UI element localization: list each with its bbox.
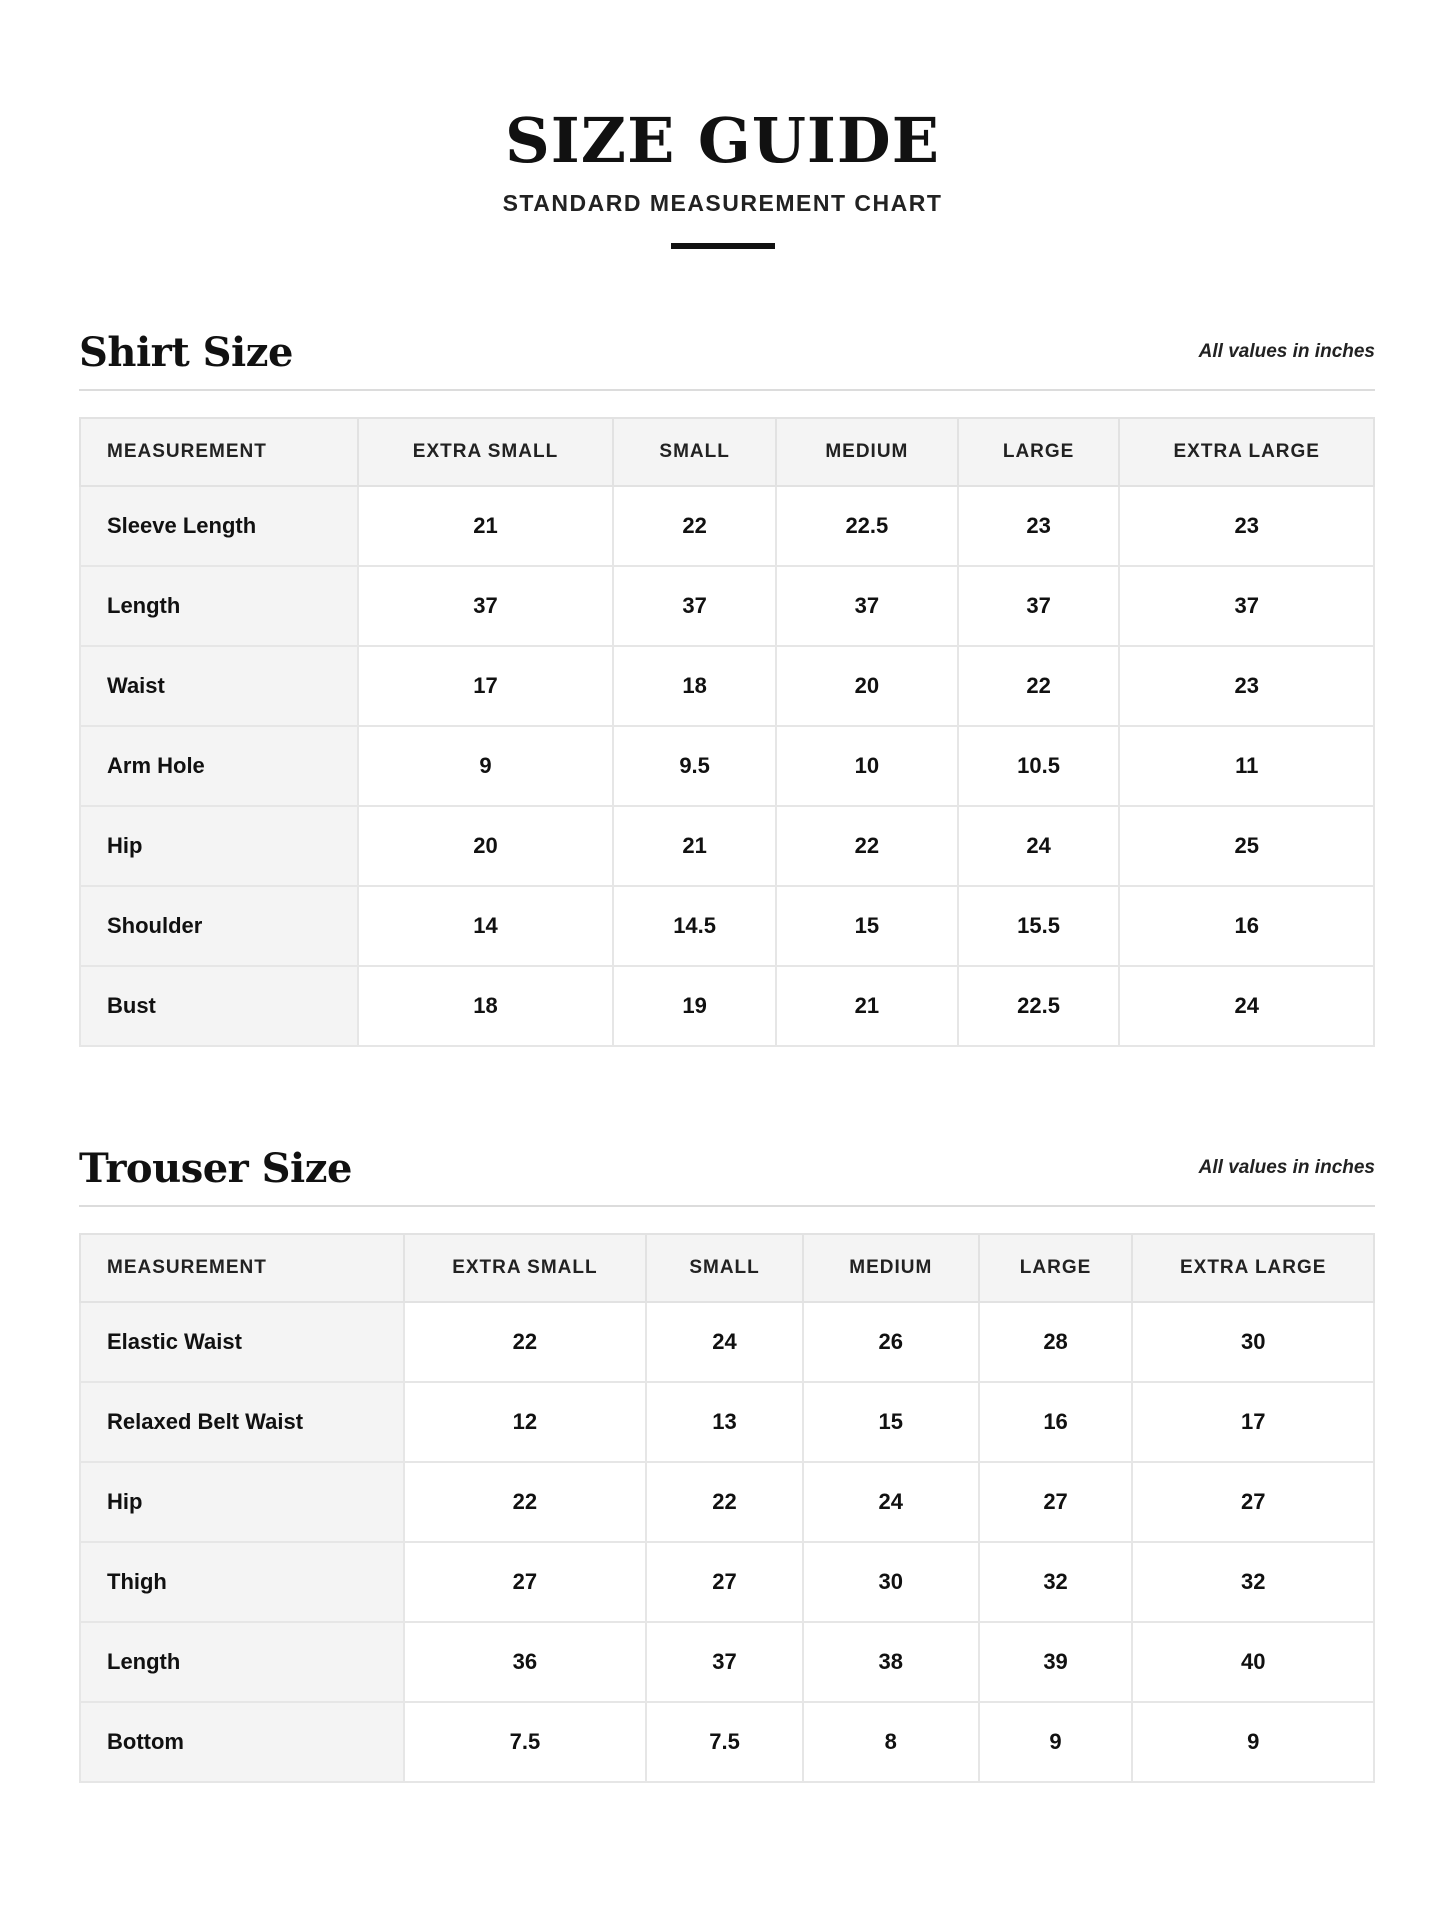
page-header: [0, 106, 1445, 249]
table-cell: 10: [776, 726, 958, 806]
column-header: LARGE: [958, 418, 1120, 486]
table-cell: 22.5: [958, 966, 1120, 1046]
table-cell: 7.5: [646, 1702, 803, 1782]
column-header: MEASUREMENT: [80, 418, 358, 486]
column-header: SMALL: [646, 1234, 803, 1302]
table-cell: 8: [803, 1702, 979, 1782]
table-cell: 21: [776, 966, 958, 1046]
page-subtitle: STANDARD MEASUREMENT CHART: [502, 190, 943, 216]
shirt-section-header: [79, 329, 1375, 391]
table-cell: 9: [358, 726, 613, 806]
table-cell: 17: [1132, 1382, 1374, 1462]
row-label: Elastic Waist: [80, 1302, 404, 1382]
table-cell: 24: [958, 806, 1120, 886]
title-divider: [671, 243, 775, 249]
table-row: [80, 486, 1374, 566]
trouser-section-header: [79, 1145, 1375, 1207]
table-cell: 10.5: [958, 726, 1120, 806]
table-cell: 22: [958, 646, 1120, 726]
table-cell: 22.5: [776, 486, 958, 566]
table-cell: 37: [646, 1622, 803, 1702]
table-cell: 21: [613, 806, 776, 886]
trouser-size-section: [79, 1145, 1375, 1783]
table-cell: 18: [358, 966, 613, 1046]
table-cell: 23: [1119, 486, 1374, 566]
table-cell: 27: [404, 1542, 647, 1622]
table-cell: 39: [979, 1622, 1133, 1702]
table-cell: 37: [358, 566, 613, 646]
table-row: [80, 886, 1374, 966]
table-cell: 32: [1132, 1542, 1374, 1622]
table-cell: 11: [1119, 726, 1374, 806]
trouser-size-table: [79, 1233, 1375, 1783]
row-label: Length: [80, 1622, 404, 1702]
column-header: EXTRA LARGE: [1119, 418, 1374, 486]
table-cell: 36: [404, 1622, 647, 1702]
table-cell: 22: [404, 1302, 647, 1382]
table-cell: 19: [613, 966, 776, 1046]
table-cell: 22: [776, 806, 958, 886]
table-row: [80, 726, 1374, 806]
row-label: Hip: [80, 806, 358, 886]
table-row: [80, 646, 1374, 726]
column-header: LARGE: [979, 1234, 1133, 1302]
table-cell: 22: [646, 1462, 803, 1542]
table-row: [80, 1302, 1374, 1382]
table-header-row: [80, 418, 1374, 486]
table-cell: 21: [358, 486, 613, 566]
page-title: SIZE GUIDE: [505, 104, 940, 177]
row-label: Hip: [80, 1462, 404, 1542]
table-cell: 28: [979, 1302, 1133, 1382]
table-cell: 16: [1119, 886, 1374, 966]
shirt-size-section: [79, 329, 1375, 1047]
table-cell: 20: [358, 806, 613, 886]
table-row: [80, 1462, 1374, 1542]
table-cell: 38: [803, 1622, 979, 1702]
table-cell: 7.5: [404, 1702, 647, 1782]
trouser-units-note: All values in inches: [1198, 1157, 1375, 1178]
row-label: Shoulder: [80, 886, 358, 966]
table-row: [80, 966, 1374, 1046]
trouser-section-title: Trouser Size: [79, 1145, 352, 1192]
table-row: [80, 1702, 1374, 1782]
table-header-row: [80, 1234, 1374, 1302]
row-label: Length: [80, 566, 358, 646]
table-cell: 24: [1119, 966, 1374, 1046]
table-cell: 15.5: [958, 886, 1120, 966]
table-cell: 30: [1132, 1302, 1374, 1382]
table-row: [80, 1542, 1374, 1622]
table-cell: 13: [646, 1382, 803, 1462]
table-cell: 9: [1132, 1702, 1374, 1782]
row-label: Arm Hole: [80, 726, 358, 806]
row-label: Sleeve Length: [80, 486, 358, 566]
table-cell: 30: [803, 1542, 979, 1622]
table-cell: 37: [613, 566, 776, 646]
table-cell: 14.5: [613, 886, 776, 966]
table-cell: 17: [358, 646, 613, 726]
table-cell: 40: [1132, 1622, 1374, 1702]
table-row: [80, 1622, 1374, 1702]
table-cell: 9.5: [613, 726, 776, 806]
table-cell: 23: [958, 486, 1120, 566]
table-cell: 37: [958, 566, 1120, 646]
table-cell: 16: [979, 1382, 1133, 1462]
column-header: EXTRA SMALL: [358, 418, 613, 486]
column-header: EXTRA LARGE: [1132, 1234, 1374, 1302]
shirt-size-table: [79, 417, 1375, 1047]
table-row: [80, 1382, 1374, 1462]
column-header: EXTRA SMALL: [404, 1234, 647, 1302]
row-label: Bottom: [80, 1702, 404, 1782]
table-cell: 15: [776, 886, 958, 966]
table-cell: 26: [803, 1302, 979, 1382]
table-cell: 32: [979, 1542, 1133, 1622]
table-row: [80, 566, 1374, 646]
row-label: Waist: [80, 646, 358, 726]
column-header: MEDIUM: [803, 1234, 979, 1302]
table-cell: 20: [776, 646, 958, 726]
table-cell: 9: [979, 1702, 1133, 1782]
table-cell: 27: [979, 1462, 1133, 1542]
shirt-units-note: All values in inches: [1198, 341, 1375, 362]
shirt-section-title: Shirt Size: [79, 329, 293, 376]
table-cell: 37: [1119, 566, 1374, 646]
row-label: Bust: [80, 966, 358, 1046]
table-cell: 25: [1119, 806, 1374, 886]
table-row: [80, 806, 1374, 886]
table-cell: 37: [776, 566, 958, 646]
table-cell: 27: [646, 1542, 803, 1622]
column-header: MEASUREMENT: [80, 1234, 404, 1302]
table-cell: 24: [646, 1302, 803, 1382]
table-cell: 14: [358, 886, 613, 966]
table-cell: 27: [1132, 1462, 1374, 1542]
table-cell: 15: [803, 1382, 979, 1462]
table-cell: 12: [404, 1382, 647, 1462]
table-cell: 24: [803, 1462, 979, 1542]
table-cell: 22: [404, 1462, 647, 1542]
row-label: Thigh: [80, 1542, 404, 1622]
column-header: MEDIUM: [776, 418, 958, 486]
column-header: SMALL: [613, 418, 776, 486]
table-cell: 23: [1119, 646, 1374, 726]
row-label: Relaxed Belt Waist: [80, 1382, 404, 1462]
table-cell: 18: [613, 646, 776, 726]
table-cell: 22: [613, 486, 776, 566]
